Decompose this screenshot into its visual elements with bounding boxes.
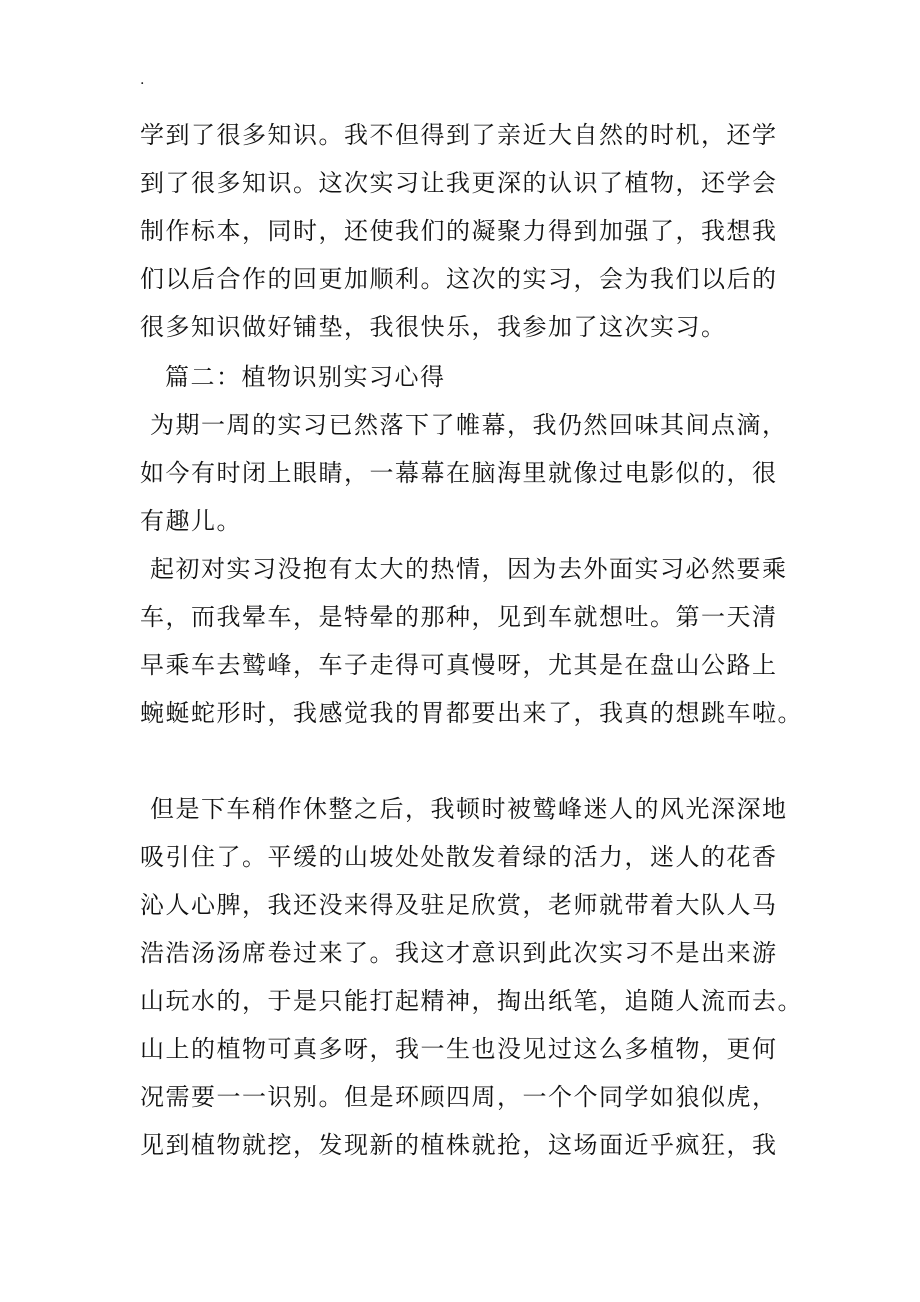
paragraph-line: 制作标本，同时，还使我们的凝聚力得到加强了，我想我 <box>140 217 778 245</box>
page-mark: . <box>140 72 145 88</box>
paragraph-line: 起初对实习没抱有太大的热情，因为去外面实习必然要乘 <box>150 555 788 583</box>
paragraph-line: 为期一周的实习已然落下了帷幕，我仍然回味其间点滴， <box>150 411 788 439</box>
paragraph-line: 蜿蜒蛇形时，我感觉我的胃都要出来了，我真的想跳车啦。 <box>140 699 803 727</box>
section-heading: 篇二：植物识别实习心得 <box>165 363 446 391</box>
paragraph-line: 有趣儿。 <box>140 507 242 535</box>
paragraph-line: 山玩水的，于是只能打起精神，掏出纸笔，追随人流而去。 <box>140 987 803 1015</box>
paragraph-line: 山上的植物可真多呀，我一生也没见过这么多植物，更何 <box>140 1035 778 1063</box>
paragraph-line: 但是下车稍作休整之后，我顿时被鹫峰迷人的风光深深地 <box>150 795 788 823</box>
paragraph-line: 沁人心脾，我还没来得及驻足欣赏，老师就带着大队人马 <box>140 891 778 919</box>
paragraph-line: 早乘车去鹫峰，车子走得可真慢呀，尤其是在盘山公路上 <box>140 651 778 679</box>
paragraph-line: 车，而我晕车，是特晕的那种，见到车就想吐。第一天清 <box>140 603 778 631</box>
paragraph-line: 见到植物就挖，发现新的植株就抢，这场面近乎疯狂，我 <box>140 1131 778 1159</box>
paragraph-line: 学到了很多知识。我不但得到了亲近大自然的时机，还学 <box>140 121 778 149</box>
paragraph-line: 们以后合作的回更加顺利。这次的实习，会为我们以后的 <box>140 265 778 293</box>
paragraph-line: 况需要一一识别。但是环顾四周，一个个同学如狼似虎， <box>140 1083 778 1111</box>
paragraph-line: 很多知识做好铺垫，我很快乐，我参加了这次实习。 <box>140 313 727 341</box>
paragraph-line: 浩浩汤汤席卷过来了。我这才意识到此次实习不是出来游 <box>140 939 778 967</box>
paragraph-line: 吸引住了。平缓的山坡处处散发着绿的活力，迷人的花香 <box>140 843 778 871</box>
paragraph-line: 如今有时闭上眼睛，一幕幕在脑海里就像过电影似的，很 <box>140 459 778 487</box>
paragraph-line: 到了很多知识。这次实习让我更深的认识了植物，还学会 <box>140 169 778 197</box>
